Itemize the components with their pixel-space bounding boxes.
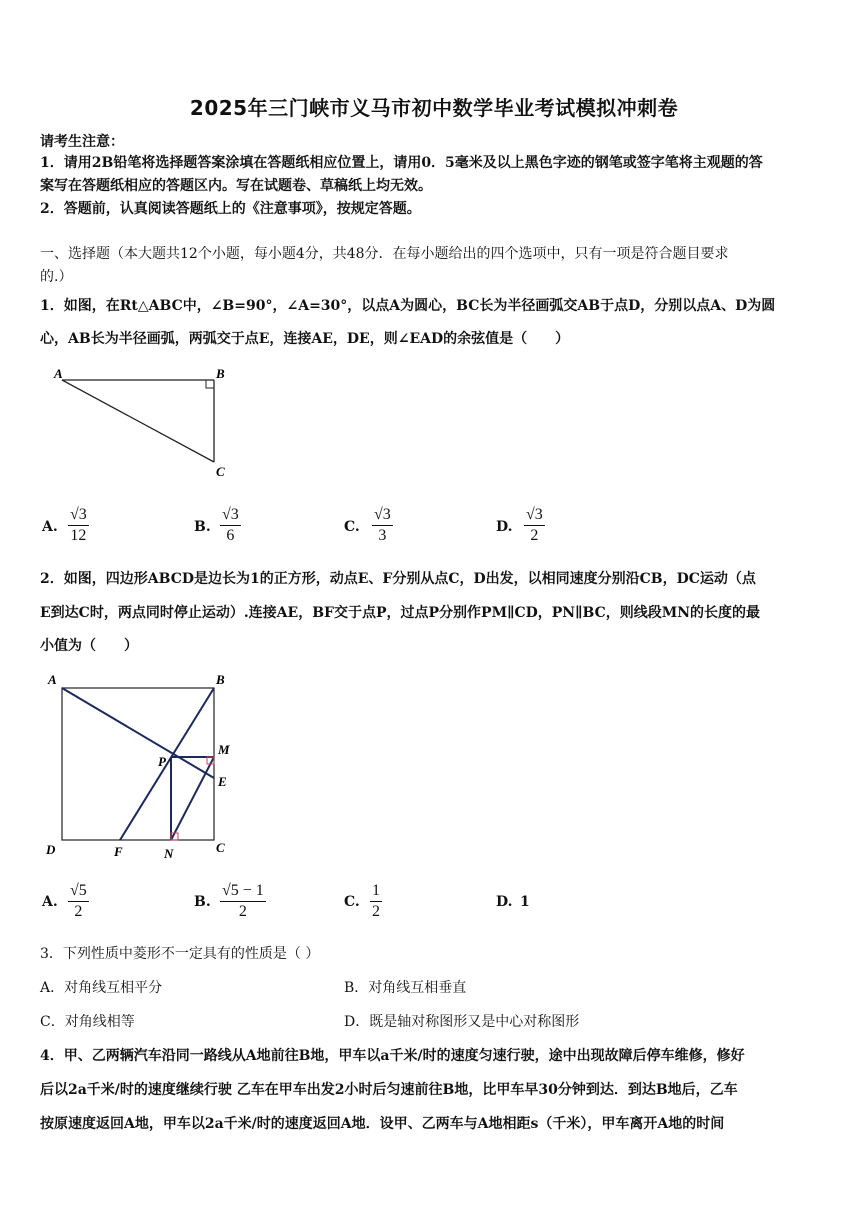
q2-label-m: M	[218, 742, 230, 757]
q1-option-a-den: 12	[70, 527, 87, 544]
section-heading-1: 一、选择题（本大题共12个小题，每小题4分，共48分．在每小题给出的四个选项中，只有一项是符合题目要求	[40, 246, 729, 262]
q2-stem-3: 小值为（ ）	[40, 638, 138, 654]
q2-label-e: E	[218, 774, 227, 789]
q1-option-d-letter: D.	[496, 519, 513, 535]
q3-option-a: A．对角线互相平分	[40, 980, 163, 996]
q2-label-d: D	[46, 842, 56, 857]
q1-option-c-num: √3	[372, 506, 393, 526]
q4-stem-2: 后以2a千米/时的速度继续行驶 乙车在甲车出发2小时后匀速前往B地，比甲车早30分钟到达．到达B地后，乙车	[40, 1082, 738, 1098]
q2-label-c: C	[216, 840, 225, 855]
q2-option-a-den: 2	[74, 903, 83, 920]
q1-option-d-fraction	[524, 506, 545, 545]
q2-option-b-letter: B.	[194, 894, 211, 910]
q1-option-a-letter: A.	[42, 519, 58, 535]
q2-label-b: B	[216, 672, 225, 687]
q1-option-b-letter: B.	[194, 519, 211, 535]
q4-stem-1: 4．甲、乙两辆汽车沿同一路线从A地前往B地，甲车以a千米/时的速度匀速行驶，途中出现故障后停车维修，修好	[40, 1048, 745, 1064]
q1-option-a-num: √3	[68, 506, 89, 526]
q2-option-b-den: 2	[238, 903, 247, 920]
q2-option-a-num: √5	[68, 882, 89, 902]
notice-line-2: 2．答题前，认真阅读答题纸上的《注意事项》，按规定答题。	[40, 201, 421, 217]
q2-square-figure	[40, 668, 250, 868]
q2-label-p: P	[158, 754, 166, 769]
q3-option-c: C．对角线相等	[40, 1014, 135, 1030]
q3-option-d: D．既是轴对称图形又是中心对称图形	[344, 1014, 580, 1030]
q2-label-f: F	[114, 844, 123, 859]
q2-option-b-num: √5 − 1	[220, 882, 266, 902]
q2-stem-2: E到达C时，两点同时停止运动）.连接AE，BF交于点P，过点P分别作PM∥CD，PN∥BC，则线段MN的长度的最	[40, 605, 761, 621]
q2-option-c-fraction	[370, 882, 382, 921]
q2-stem-1: 2．如图，四边形ABCD是边长为1的正方形，动点E、F分别从点C，D出发，以相同速度分别沿CB，DC运动（点	[40, 571, 756, 587]
q1-option-d-num: √3	[524, 506, 545, 526]
q2-option-a-letter: A.	[42, 894, 58, 910]
q1-label-b: B	[216, 366, 225, 381]
q2-label-n: N	[164, 846, 174, 861]
q1-option-b-fraction	[220, 506, 241, 545]
q3-option-b: B．对角线互相垂直	[344, 980, 467, 996]
q1-option-b-den: 6	[226, 527, 235, 544]
q2-label-a: A	[48, 672, 57, 687]
notice-line-1a: 1．请用2B铅笔将选择题答案涂填在答题纸相应位置上，请用0．5毫米及以上黑色字迹的钢笔或签字笔将主观题的答	[40, 155, 763, 171]
q1-option-c-fraction	[372, 506, 393, 545]
q2-option-c-letter: C.	[344, 894, 360, 910]
q1-stem-1: 1．如图，在Rt△ABC中，∠B=90°，∠A=30°，以点A为圆心，BC长为半径画弧交AB于点D，分别以点A、D为圆	[40, 298, 776, 314]
q1-option-c-den: 3	[378, 527, 387, 544]
notice-heading: 请考生注意：	[40, 134, 124, 150]
q2-option-c-num: 1	[370, 882, 382, 902]
page-title: 2025年三门峡市义马市初中数学毕业考试模拟冲刺卷	[189, 96, 679, 120]
q1-triangle-figure	[48, 362, 238, 482]
notice-line-1b: 案写在答题纸相应的答题区内。写在试题卷、草稿纸上均无效。	[40, 178, 432, 194]
q1-stem-2: 心，AB长为半径画弧，两弧交于点E，连接AE，DE，则∠EAD的余弦值是（ ）	[40, 331, 570, 347]
q1-option-d-den: 2	[530, 527, 539, 544]
q1-option-a-fraction	[68, 506, 89, 545]
q1-option-b-num: √3	[220, 506, 241, 526]
q1-option-c-letter: C.	[344, 519, 360, 535]
q2-option-d-value: 1	[520, 894, 530, 910]
q3-stem: 3．下列性质中菱形不一定具有的性质是（ ）	[40, 946, 320, 962]
q4-stem-3: 按原速度返回A地，甲车以2a千米/时的速度返回A地．设甲、乙两车与A地相距s（千米），甲车离开A地的时间	[40, 1116, 725, 1132]
q1-label-a: A	[54, 366, 63, 381]
section-heading-2: 的.）	[40, 269, 73, 285]
q2-option-a-fraction	[68, 882, 89, 921]
q1-label-c: C	[216, 464, 225, 479]
q2-option-c-den: 2	[372, 903, 380, 920]
q2-option-d-letter: D.	[496, 894, 513, 910]
q2-option-b-fraction	[220, 882, 266, 921]
